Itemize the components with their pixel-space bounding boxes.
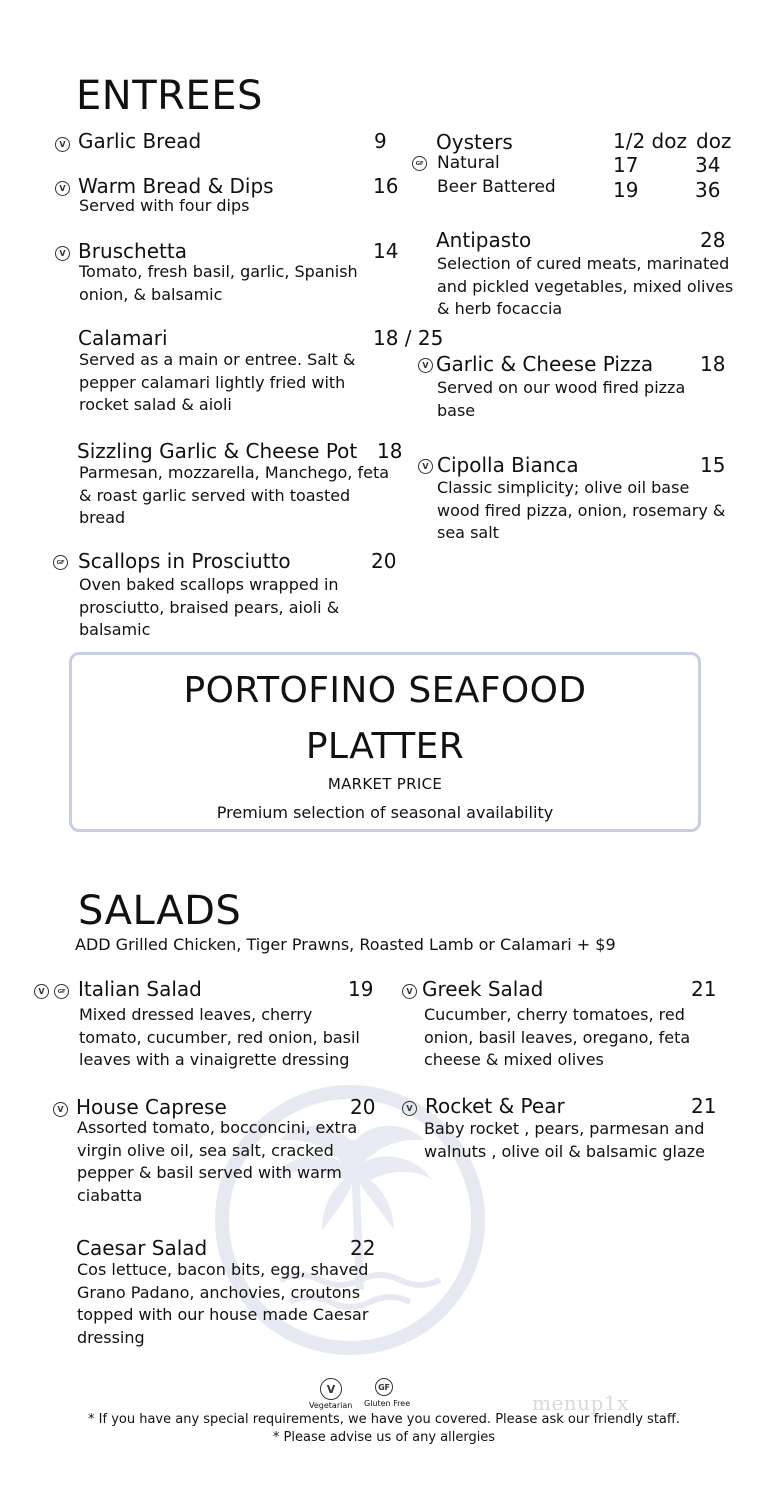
vegetarian-icon: V [402,984,417,999]
salad-item-name: House Caprese [76,1095,227,1119]
salad-item-price: 21 [691,977,717,1001]
platter-description: Premium selection of seasonal availability [216,803,554,822]
entree-item-price: 18 / 25 [373,326,444,350]
salad-item-description: Assorted tomato, bocconcini, extra virgin olive oil, sea salt, cracked pepper & basil served with warm ciabatta [77,1118,358,1205]
salad-item-name: Caesar Salad [76,1236,208,1260]
entree-item-description: Classic simplicity; olive oil base wood fired pizza, onion, rosemary & sea salt [437,478,726,542]
oysters-name: Oysters [436,130,513,154]
entree-item-description: Selection of cured meats, marinated and pickled vegetables, mixed olives & herb focaccia [437,254,734,318]
oysters-col-dozen: doz [696,129,732,153]
entree-item-description: Served with four dips [79,196,250,215]
entree-item-name: Sizzling Garlic & Cheese Pot [77,439,358,463]
oysters-col-half-dozen: 1/2 doz [613,129,687,153]
vegetarian-icon: V [55,181,70,196]
entree-item-price: 16 [373,174,399,198]
entree-item-description: Served as a main or entree. Salt & pepper calamari lightly fried with rocket salad & aioli [79,350,356,414]
salad-item-name: Greek Salad [422,977,544,1001]
vegetarian-icon: V [418,358,433,373]
salad-item-price: 22 [350,1236,376,1260]
entree-item-name: Warm Bread & Dips [78,174,274,198]
oysters-row-label: Natural [437,153,500,173]
salad-item-description: Cos lettuce, bacon bits, egg, shaved Grano Padano, anchovies, croutons topped with our house made Caesar dressing [77,1260,369,1347]
section-title-entrees: ENTREES [76,73,263,119]
vegetarian-icon: V [53,1102,68,1117]
entree-item-name: Cipolla Bianca [437,453,579,477]
entree-item-price: 9 [374,129,387,153]
seafood-platter-box [69,652,701,832]
salad-item-name: Italian Salad [78,977,202,1001]
entree-item-price: 14 [373,239,399,263]
entree-item-description: Tomato, fresh basil, garlic, Spanish onion, & balsamic [79,262,358,304]
footer-allergy-note: * Please advise us of any allergies [272,1430,496,1445]
section-title-salads: SALADS [78,888,242,934]
salad-item-description: Mixed dressed leaves, cherry tomato, cucumber, red onion, basil leaves with a vinaigrette dressing [79,1005,360,1069]
vegetarian-icon: V [402,1101,417,1116]
entree-item-price: 18 [700,352,726,376]
entree-item-name: Garlic & Cheese Pizza [436,352,654,376]
vegetarian-icon: V [418,459,433,474]
salad-item-price: 21 [691,1094,717,1118]
entree-item-price: 18 [377,439,403,463]
salad-item-name: Rocket & Pear [425,1094,565,1118]
platter-price: MARKET PRICE [327,775,443,793]
gluten-free-icon: GF [54,984,69,999]
entree-item-price: 28 [700,228,726,252]
vegetarian-icon: V [55,137,70,152]
oysters-row-dozen-price: 36 [695,178,721,202]
platter-title-line2: PLATTER [305,726,465,767]
oysters-row-half-price: 17 [613,153,639,177]
entree-item-price: 15 [700,453,726,477]
entree-item-price: 20 [371,549,397,573]
vegetarian-icon: V [320,1378,342,1400]
entree-item-name: Antipasto [436,228,532,252]
entree-item-name: Bruschetta [78,239,187,263]
legend-vegetarian-label: Vegetarian [309,1401,353,1410]
entree-item-description: Oven baked scallops wrapped in prosciutto, braised pears, aioli & balsamic [79,575,340,639]
platter-title-line1: PORTOFINO SEAFOOD [183,670,587,711]
entree-item-name: Garlic Bread [78,129,202,153]
vegetarian-icon: V [55,246,70,261]
salad-item-price: 20 [350,1095,376,1119]
gluten-free-icon: GF [412,156,427,171]
watermark-text: menup1x [532,1391,629,1415]
salads-addon-note: ADD Grilled Chicken, Tiger Prawns, Roasted Lamb or Calamari + $9 [75,935,616,954]
footer-requirements-note: * If you have any special requirements, we have you covered. Please ask our friendly staff. [88,1412,680,1427]
salad-item-description: Cucumber, cherry tomatoes, red onion, basil leaves, oregano, feta cheese & mixed olives [424,1005,691,1069]
entree-item-description: Served on our wood fired pizza base [437,378,686,420]
gluten-free-icon: GF [53,555,68,570]
oysters-row-label: Beer Battered [437,177,556,197]
gluten-free-icon: GF [375,1378,393,1396]
entree-item-name: Scallops in Prosciutto [78,549,291,573]
salad-item-price: 19 [348,977,374,1001]
oysters-row-dozen-price: 34 [695,153,721,177]
entree-item-description: Parmesan, mozzarella, Manchego, feta & roast garlic served with toasted bread [79,463,390,527]
legend-gluten-free-label: Gluten Free [364,1399,411,1408]
entree-item-name: Calamari [78,326,168,350]
oysters-row-half-price: 19 [613,178,639,202]
vegetarian-icon: V [34,984,49,999]
salad-item-description: Baby rocket , pears, parmesan and walnuts , olive oil & balsamic glaze [424,1119,705,1161]
